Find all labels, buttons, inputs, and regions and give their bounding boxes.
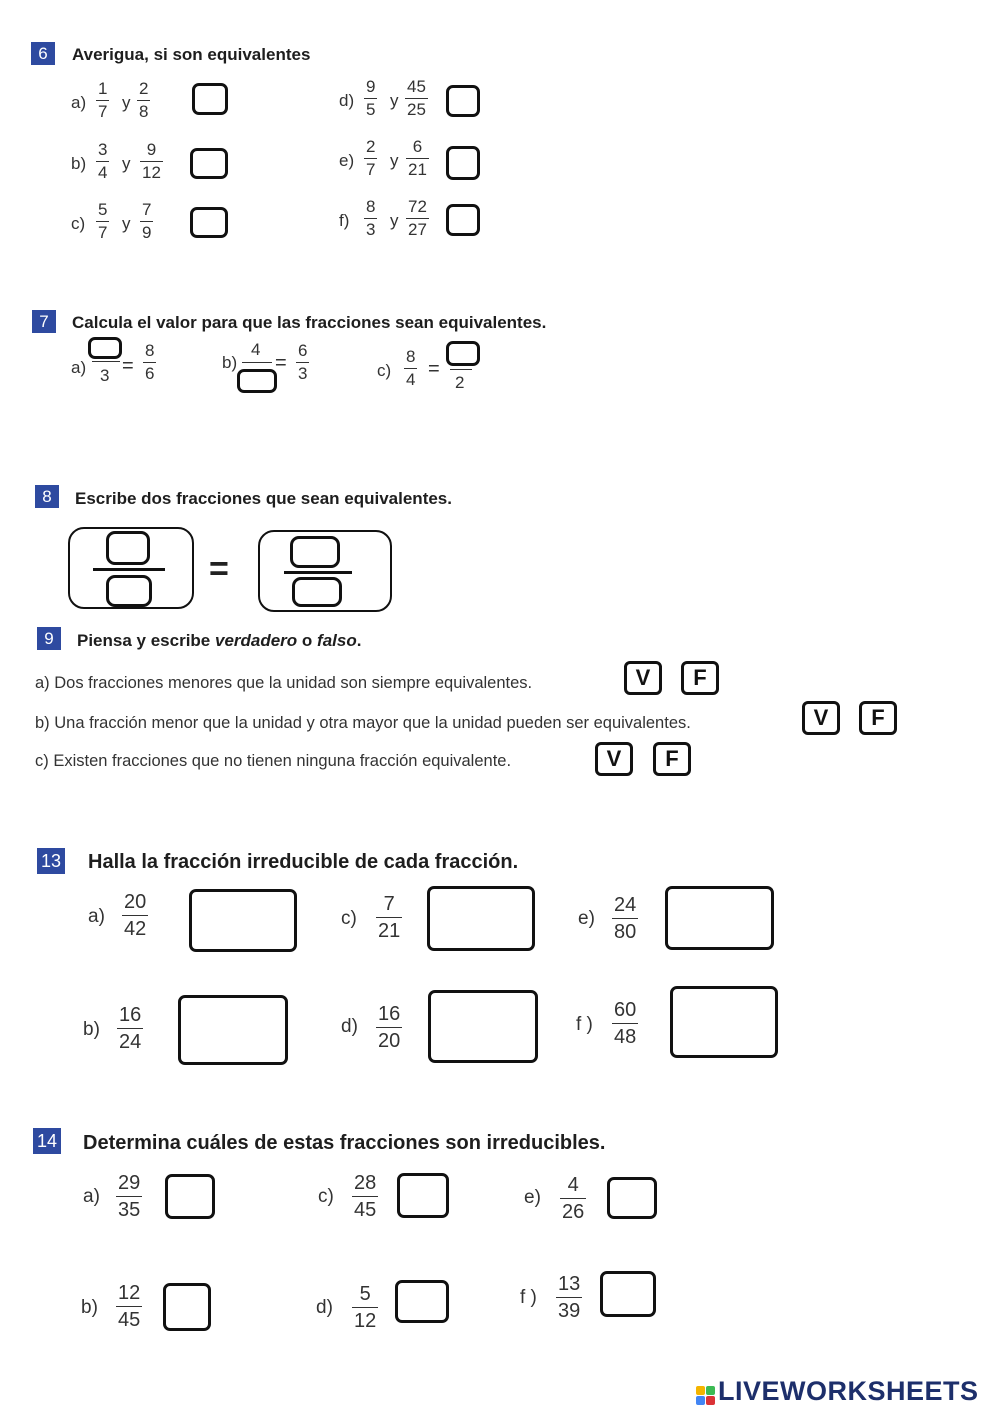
exercise-13-number: 13 — [37, 848, 65, 874]
ex6-d-answer-box[interactable] — [446, 85, 480, 117]
liveworksheets-logo — [696, 1376, 979, 1407]
ex8-left-bar — [93, 568, 165, 571]
ex6-a-fraction-1: 1 7 — [98, 79, 108, 121]
ex13-a-fraction: 20 42 — [124, 891, 147, 940]
logo-square-3 — [696, 1396, 705, 1405]
ex14-d-fraction: 5 12 — [354, 1283, 377, 1332]
ex9-a-true-button[interactable]: V — [624, 661, 662, 695]
exercise-13-title: Halla la fracción irreducible de cada fracción. — [88, 851, 519, 873]
ex6-b-fraction-2: 9 12 — [142, 140, 161, 182]
ex7-b-denominator-box[interactable] — [237, 369, 277, 393]
ex6-d-fraction-2: 45 25 — [407, 77, 426, 119]
ex8-right-numerator-box[interactable] — [290, 536, 340, 568]
ex13-c-answer-box[interactable] — [427, 886, 535, 951]
ex14-e-fraction: 4 26 — [562, 1174, 585, 1223]
ex13-d-label: d) — [341, 1016, 358, 1037]
ex14-b-fraction: 12 45 — [118, 1282, 141, 1331]
ex14-d-answer-box[interactable] — [395, 1280, 449, 1323]
ex8-equals: = — [209, 550, 229, 588]
ex14-a-label: a) — [83, 1186, 100, 1207]
ex7-b-equals: = — [275, 352, 287, 374]
ex13-b-fraction: 16 24 — [119, 1004, 142, 1053]
ex7-c-equals: = — [428, 358, 440, 380]
ex13-d-fraction: 16 20 — [378, 1003, 401, 1052]
exercise-9-title: Piensa y escribe verdadero o falso. — [77, 631, 362, 650]
exercise-8-number: 8 — [35, 485, 59, 508]
ex6-f-label: f) — [339, 211, 350, 230]
ex7-c-denominator: 2 — [455, 373, 465, 392]
ex7-a-bar — [92, 361, 120, 362]
ex7-c-bar — [450, 369, 472, 370]
ex9-b-true-button[interactable]: V — [802, 701, 840, 735]
logo-square-1 — [696, 1386, 705, 1395]
ex7-b-bar — [242, 362, 272, 363]
ex13-f-fraction: 60 48 — [614, 999, 637, 1048]
ex6-a-answer-box[interactable] — [192, 83, 228, 115]
ex13-e-label: e) — [578, 908, 595, 929]
ex6-a-label: a) — [71, 93, 87, 112]
exercise-6-number: 6 — [31, 42, 55, 65]
ex7-a-numerator-box[interactable] — [88, 337, 122, 359]
exercise-6-title: Averigua, si son equivalentes — [72, 45, 311, 64]
ex13-c-fraction: 7 21 — [378, 893, 401, 942]
ex6-c-y: y — [122, 214, 131, 233]
ex6-e-answer-box[interactable] — [446, 146, 480, 180]
ex7-b-label: b) — [222, 353, 238, 372]
ex7-b-fraction: 6 3 — [298, 341, 308, 383]
ex6-c-fraction-1: 5 7 — [98, 200, 108, 242]
ex7-a-equals: = — [122, 355, 134, 377]
ex14-f-fraction: 13 39 — [558, 1273, 581, 1322]
ex6-b-answer-box[interactable] — [190, 148, 228, 179]
ex6-f-answer-box[interactable] — [446, 204, 480, 236]
ex13-b-label: b) — [83, 1019, 100, 1040]
ex8-left-numerator-box[interactable] — [106, 531, 150, 565]
ex13-e-answer-box[interactable] — [665, 886, 774, 950]
ex14-e-answer-box[interactable] — [607, 1177, 657, 1219]
ex6-f-fraction-2: 72 27 — [408, 197, 427, 239]
ex6-c-answer-box[interactable] — [190, 207, 228, 238]
ex9-b-false-button[interactable]: F — [859, 701, 897, 735]
exercise-7-number: 7 — [32, 310, 56, 333]
ex6-d-label: d) — [339, 91, 355, 110]
ex9-statement-b: b) Una fracción menor que la unidad y otra mayor que la unidad pueden ser equivalentes. — [35, 714, 691, 732]
ex6-a-y: y — [122, 93, 131, 112]
ex7-a-fraction: 8 6 — [145, 341, 155, 383]
ex13-f-label: f ) — [576, 1014, 593, 1035]
ex13-a-answer-box[interactable] — [189, 889, 297, 952]
liveworksheets-logo-text: LIVEWORKSHEETS — [718, 1376, 979, 1406]
ex6-b-y: y — [122, 154, 131, 173]
ex9-statement-c: c) Existen fracciones que no tienen ninguna fracción equivalente. — [35, 752, 512, 770]
ex6-a-fraction-2: 2 8 — [139, 79, 149, 121]
ex14-a-fraction: 29 35 — [118, 1172, 141, 1221]
ex6-c-fraction-2: 7 9 — [142, 200, 152, 242]
ex6-e-y: y — [390, 151, 399, 170]
logo-square-4 — [706, 1396, 715, 1405]
ex13-f-answer-box[interactable] — [670, 986, 778, 1058]
ex6-d-fraction-1: 9 5 — [366, 77, 376, 119]
ex14-a-answer-box[interactable] — [165, 1174, 215, 1219]
exercise-14-title: Determina cuáles de estas fracciones son irreducibles. — [83, 1132, 606, 1154]
ex13-d-answer-box[interactable] — [428, 990, 538, 1063]
ex9-c-false-button[interactable]: F — [653, 742, 691, 776]
ex14-f-label: f ) — [520, 1287, 537, 1308]
exercise-8-title: Escribe dos fracciones que sean equivalentes. — [75, 489, 452, 508]
ex13-e-fraction: 24 80 — [614, 894, 637, 943]
ex7-a-denominator: 3 — [100, 366, 110, 385]
exercise-9-number: 9 — [37, 627, 61, 650]
ex14-f-answer-box[interactable] — [600, 1271, 656, 1317]
ex14-c-answer-box[interactable] — [397, 1173, 449, 1218]
exercise-14-number: 14 — [33, 1128, 61, 1154]
ex9-a-false-button[interactable]: F — [681, 661, 719, 695]
ex7-c-numerator-box[interactable] — [446, 341, 480, 366]
ex13-c-label: c) — [341, 908, 357, 929]
ex7-a-label: a) — [71, 358, 87, 377]
ex14-d-label: d) — [316, 1297, 333, 1318]
ex6-b-fraction-1: 3 4 — [98, 140, 108, 182]
ex13-a-label: a) — [88, 906, 105, 927]
ex6-b-label: b) — [71, 154, 87, 173]
liveworksheets-logo-icon — [696, 1386, 715, 1405]
ex6-e-fraction-1: 2 7 — [366, 137, 376, 179]
ex14-b-label: b) — [81, 1297, 98, 1318]
ex14-c-label: c) — [318, 1186, 334, 1207]
ex8-left-denominator-box[interactable] — [106, 575, 152, 607]
ex6-f-y: y — [390, 211, 399, 230]
ex14-e-label: e) — [524, 1187, 541, 1208]
ex7-c-fraction: 8 4 — [406, 347, 416, 389]
ex9-statement-a: a) Dos fracciones menores que la unidad son siempre equivalentes. — [35, 674, 533, 692]
ex6-f-fraction-1: 8 3 — [366, 197, 376, 239]
ex6-c-label: c) — [71, 214, 86, 233]
logo-square-2 — [706, 1386, 715, 1395]
ex6-e-fraction-2: 6 21 — [408, 137, 427, 179]
ex8-right-bar — [284, 571, 352, 574]
ex14-c-fraction: 28 45 — [354, 1172, 377, 1221]
ex14-b-answer-box[interactable] — [163, 1283, 211, 1331]
ex9-c-true-button[interactable]: V — [595, 742, 633, 776]
ex7-b-numerator: 4 — [251, 340, 261, 359]
ex8-right-denominator-box[interactable] — [292, 577, 342, 607]
ex6-e-label: e) — [339, 151, 355, 170]
ex13-b-answer-box[interactable] — [178, 995, 288, 1065]
exercise-7-title: Calcula el valor para que las fracciones sean equivalentes. — [72, 313, 547, 332]
ex6-d-y: y — [390, 91, 399, 110]
ex7-c-label: c) — [377, 361, 392, 380]
